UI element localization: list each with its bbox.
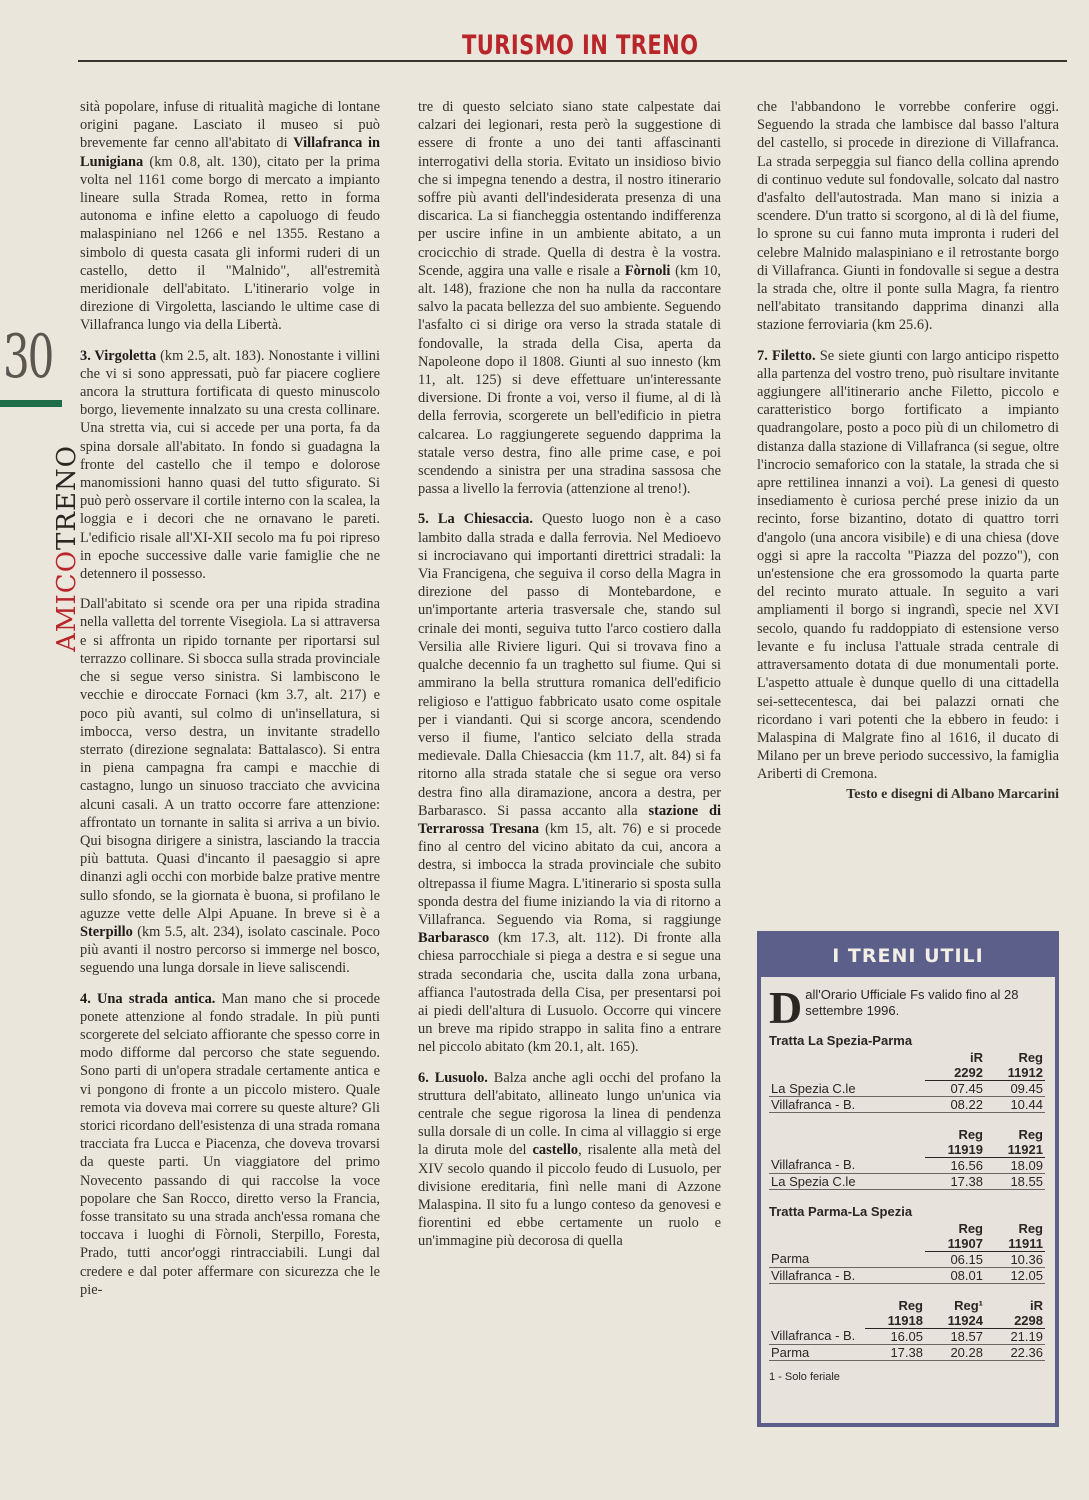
table-row: La Spezia C.le 17.38 18.55	[771, 1173, 1043, 1189]
paragraph: che l'abbandono le vorrebbe conferire oggi. Seguendo la strada che lambisce dal basso l'altura del castello, si procede in direzione di Villafranca. La strada serpeggia sul fianco della collina aprendo di continuo vedute sul fondovalle, solcato dal nastro d'asfalto dell'autostrada. Man mano si inizia a scendere. D'un tratto si scorgono, al di là del fiume, lo sprone su cui fanno muta impronta i ruderi del celebre Malnido malaspiniano e il retrostante borgo di Villafranca. Giunti in fondovalle si segue a destra la strada che, oltre il ponte sulla Magra, fa rientro nell'abitato transitando dapprima dinanzi alla stazione ferroviaria (km 25.6).	[757, 99, 1059, 334]
timetable-parma-spezia-morning: Reg Reg 11907 11911 Parma 06.15 10.36 Villafranca - B. 08.01 12.05	[771, 1220, 1043, 1283]
table-row: Villafranca - B. 08.22 10.44	[771, 1097, 1043, 1112]
table-row: Parma 17.38 20.28 22.36	[771, 1344, 1043, 1360]
paragraph-chiesaccia: 5. La Chiesaccia. Questo luogo non è a caso lambito dalla strada e dalla ferrovia. Nel Medioevo si incrociavano qui importanti direttrici stradali: la Via Francigena, che seguiva il corso della Magra in direzione del passo di Montebardone, e un'importante arteria trasversale che, stando sul crinale dei monti, seguiva tutto l'arco costiero dalla Versilia alle Riviere liguri. Qui si trovava fino a qualche decennio fa un traghetto sul fiume. Qui si ammirano la bella struttura romanica dell'edificio religioso e l'attiguo fabbricato usato come ospitale per i viandanti. Qui si scorge ancora, scendendo verso il fiume, l'antico selciato della strada medievale. Dalla Chiesaccia (km 11.7, alt. 84) si fa ritorno alla strada statale che si segue ora verso destra fino alla diramazione, ancora a destra, per Barbarasco. Si passa accanto alla stazione di Terrarossa Tresana (km 15, alt. 76) e si procede fino al centro del vicino abitato da cui, ancora a destra, si imbocca la strada provinciale che subito oltrepassa il fiume Magra. L'itinerario si sposta sulla sponda destra del fiume iniziando la via di ritorno a Villafranca. Seguendo via Roma, si raggiunge Barbarasco (km 17.3, alt. 112). Di fronte alla chiesa parrocchiale si piega a destra e si segue una strada secondaria che, uscita dalla zona urbana, affianca l'autostrada della Cisa, per presentarsi poi ai piedi dell'altura di Lusuolo. Occorre qui vincere un breve ma ripido strappo in salita fino a entrare nel piccolo abitato (km 20.1, alt. 165).	[418, 511, 721, 1056]
page-header-title: TURISMO IN TRENO	[462, 30, 699, 61]
side-brand	[52, 445, 82, 652]
table-row: Villafranca - B. 16.05 18.57 21.19	[771, 1328, 1043, 1344]
route-title-parma-spezia: Tratta Parma-La Spezia	[769, 1203, 913, 1219]
side-brand-b: TRENO	[52, 445, 82, 550]
paragraph: Dall'abitato si scende ora per una ripida stradina nella valletta del torrente Visegiola. La si attraversa e si affronta un ripido tornante per riportarsi sul terrazzo collinare. Si sbocca sulla strada provinciale che si segue verso sinistra. Si lambiscono le vecchie e diroccate Fornaci (km 3.7, alt. 217) e poco più avanti, sul colmo di un'insellatura, si imbocca, verso destra, un invitante stradello sterrato (direzione segnalata: Battalasco). Si entra in piena campagna fra campi e macchie di castagno, lungo un sinuoso tracciato che avvicina alcuni casali. A un tratto occorre fare attenzione: affrontato un tornante in salita si arriva a un bivio. Qui bisogna dirigere a sinistra, lasciando la traccia più battuta. Quasi d'incanto il paesaggio si apre dinanzi agli occhi con morbide balze prative mentre sullo sfondo, se la giornata è buona, si profilano le aguzze vette delle Alpi Apuane. In breve si è a Sterpillo (km 5.5, alt. 234), isolato cascinale. Poco più avanti il nostro percorso si immerge nel bosco, seguendo una lunga dorsale in lieve saliscendi.	[80, 596, 380, 977]
article-column-2	[418, 98, 721, 1251]
paragraph-virgoletta: 3. Virgoletta (km 2.5, alt. 183). Nonostante i villini che vi si sono appressati, può far piacere cogliere ancora la struttura fortificata di questo minuscolo borgo, lievemente innalzato su una cresta collinare. Una stretta via, cui si accede per una porta, fa da spina dorsale all'abitato. In fondo si guadagna la fronte del castello che il tempo e dolorose manomissioni hanno quasi del tutto sfigurato. Si può però osservare il cortile interno con la scalea, la loggia e i decori che ne ornavano le pareti. L'edificio risale all'XI-XII secolo ma fu poi ripreso in epoche successive dalle varie famiglie che ne detennero il possesso.	[80, 347, 380, 583]
paragraph-filetto: 7. Filetto. Se siete giunti con largo anticipo rispetto alla partenza del vostro treno, può risultare invitante aggiungere all'itinerario anche Filetto, piccolo e caratteristico borgo fortificato a impianto quadrangolare, posto a poco più di un chilometro di distanza dalla stazione di Villafranca (si segue, oltre l'incrocio semaforico con la statale, la strada che si apre rettilinea innanzi a voi). La genesi di questo insediamento è curiosa perché prese inizio da un recinto, forse bizantino, dotato di quattro torri d'angolo (una ancora visibile) e di una chiesa (dove oggi si apre la raccolta "Piazza del pozzo"), con un'estensione che era grossomodo la quarta parte del recinto murato attuale. In seguito a vari ampliamenti il borgo si ingrandì, specie nel XVI secolo, quando fu raddoppiato di estensione verso levante e fu inclusa l'attuale strada centrale di attraversamento dotata di due monumentali porte. L'aspetto attuale è dunque quello di una cittadella sei-settecentesca, dai bei palazzi ornati che ricordano i vari potenti che la ebbero in feudo: i Malaspina di Malgrate fino al 1616, il ducato di Milano per un breve periodo successivo, la famiglia Ariberti di Cremona.	[757, 347, 1059, 783]
trains-info-box	[757, 931, 1059, 1427]
trains-intro: Dall'Orario Ufficiale Fs valido fino al 28 settembre 1996.	[769, 982, 1019, 1033]
route-title-spezia-parma: Tratta La Spezia-Parma	[769, 1033, 913, 1048]
paragraph-lusuolo: 6. Lusuolo. Balza anche agli occhi del profano la struttura dell'abitato, allineato lungo un'unica via centrale che segue rigorosa la linea di pendenza sulla dorsale di un colle. In cima al villaggio si erge la diruta mole del castello, risalente alla metà del XIV secolo quando il piccolo feudo di Lusuolo, per divisione ereditaria, finì nelle mani di Azzone Malaspina. Il sito fu a lungo conteso da genovesi e fiorentini ed ebbe certamente un ruolo e un'immagine più decorosa di quella	[418, 1069, 721, 1250]
article-column-3	[757, 98, 1059, 804]
table-row: La Spezia C.le 07.45 09.45	[771, 1080, 1043, 1096]
side-accent-bar	[0, 400, 62, 407]
trains-box-title: I TRENI UTILI	[761, 935, 1055, 977]
author-signature: Testo e disegni di Albano Marcarini	[846, 786, 1059, 802]
table-row: Villafranca - B. 08.01 12.05	[771, 1267, 1043, 1283]
timetable-parma-spezia-evening: Reg Reg¹ iR 11918 11924 2298 Villafranca - B. 16.05 18.57 21.19 Parma 17.38 20.28 22.36	[771, 1297, 1043, 1360]
paragraph-strada-antica: 4. Una strada antica. Man mano che si procede ponete attenzione al fondo stradale. In più punti scorgerete del selciato affiorante che spesso corre in modo difforme dal percorso che state seguendo. Sono parti di un'opera stradale certamente antica e vi pongono di fronte a un piccolo mistero. Quale remota via doveva mai correre su queste alture? Gli storici ricordano dell'esistenza di una strada romana tracciata fra Lucca e Piacenza, che doveva trovarsi da queste parti. Un viaggiatore del primo Novecento passando di qui raccolse la voce popolare che San Rocco, diretto verso la Francia, fosse transitato su una strada anch'essa romana che toccava i luoghi di Fòrnoli, Sterpillo, Foresta, Prado, tutti ancor'oggi rintracciabili. Lungi dal credere e dal poter affermare con sicurezza che le pie-	[80, 990, 380, 1298]
paragraph: sità popolare, infuse di ritualità magiche di lontane origini pagane. Lasciato il museo si può brevemente far cenno all'abitato di Villafranca in Lunigiana (km 0.8, alt. 130), citato per la prima volta nel 1161 come borgo di mercato a impianto lineare sulla Strada Romea, retto in forma autonoma e infine eletto a capoluogo di feudo malaspiniano nel 1266 e nel 1355. Restano a simbolo di questa casata gli informi ruderi di un castello, detto il "Malnido", all'estremità meridionale dell'abitato. L'itinerario volge in direzione di Virgoletta, lasciando le ultime case di Villafranca lungo via della Libertà.	[80, 99, 380, 334]
paragraph: tre di questo selciato siano state calpestate dai calzari dei legionari, resta però la suggestione di essere di fronte a uno dei tanti affascinanti interrogativi della storia. Evitato un insidioso bivio che si impegna tenendo a destra, il nostro itinerario soffre più avanti dell'indesiderata presenza di una discarica. La si fiancheggia ostentando indifferenza per uscire infine in un ambiente abitato, a un crocicchio di strade. Quella di destra è la vostra. Scende, aggira una valle e risale a Fòrnoli (km 10, alt. 148), frazione che non ha nulla da raccontare salvo la pacata bellezza del suo ambiente. Seguendo l'asfalto ci si dirige ora verso la strada statale di fondovalle, la strada della Cisa, aperta da Napoleone dopo il 1808. Giunti al suo innesto (km 11, alt. 125) si deve effettuare un'interessante diversione. Di fronte a voi, verso il fiume, al di là della ferrovia, scorgerete un bell'edificio in pietra calcarea. Lo raggiungerete seguendo dapprima la statale verso destra, fino alle prime case, e poi scendendo a sinistra per una stradina sassosa che passa a livello la ferrovia (attenzione al treno!).	[418, 99, 721, 498]
dropcap: D	[769, 982, 803, 1033]
footnote: 1 - Solo feriale	[769, 1370, 840, 1383]
side-brand-a: AMICO	[52, 549, 82, 652]
article-column-1	[80, 98, 380, 1299]
table-row: Parma 06.15 10.36	[771, 1251, 1043, 1267]
header-rule	[78, 60, 1067, 62]
table-row: Villafranca - B. 16.56 18.09	[771, 1157, 1043, 1173]
timetable-spezia-parma-morning: iR Reg 2292 11912 La Spezia C.le 07.45 09.45 Villafranca - B. 08.22 10.44 Reg Reg 11919 11921 Villafranca - B. 16.56 18.09 La Spezia C.le 17.38 18.55	[771, 1050, 1043, 1189]
page-number: 30	[3, 322, 53, 392]
